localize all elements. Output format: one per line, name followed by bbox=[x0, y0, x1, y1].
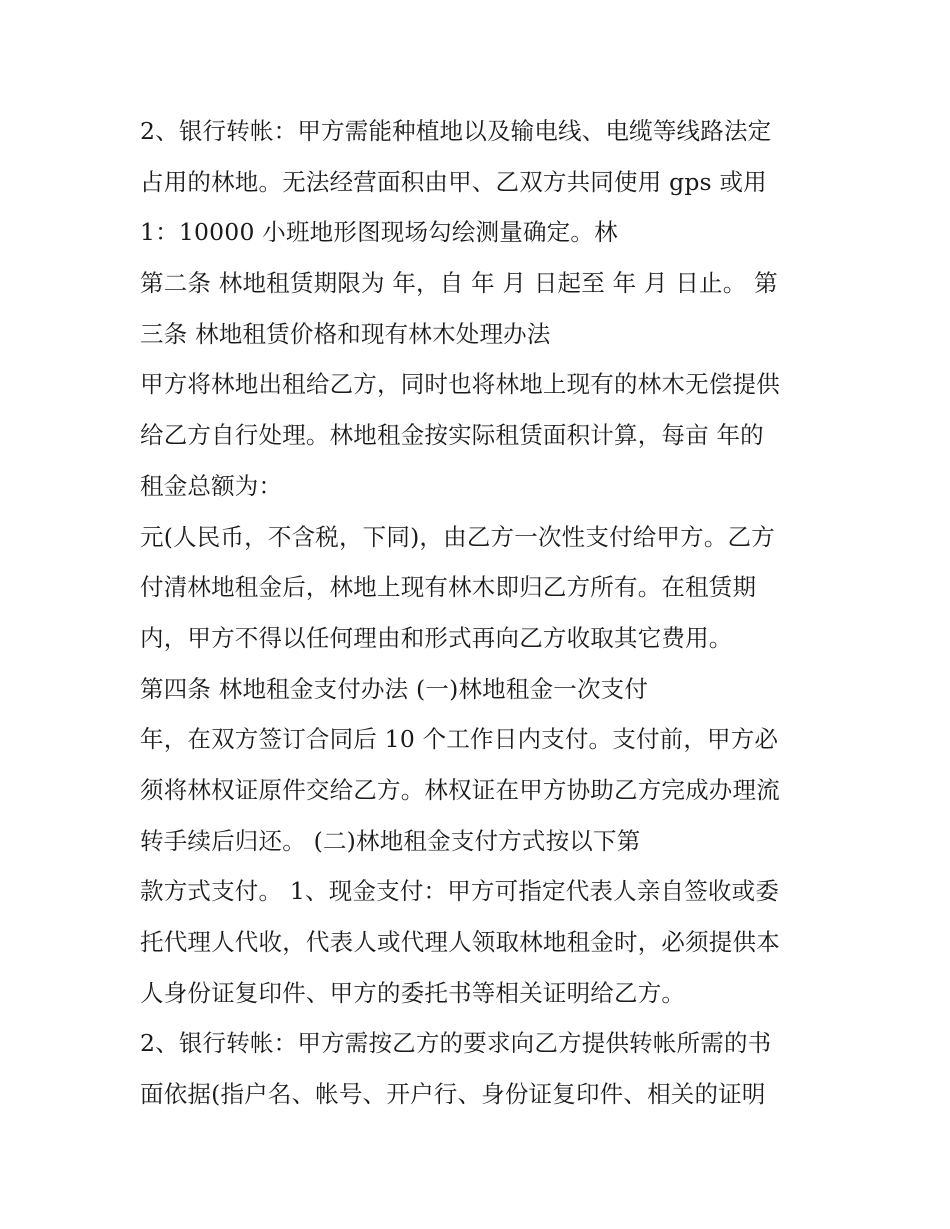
text-line: 给乙方自行处理。林地租金按实际租赁面积计算，每亩 年的 bbox=[140, 421, 764, 450]
text-line: 三条 林地租赁价格和现有林木处理办法 bbox=[140, 319, 551, 348]
text-line: 第四条 林地租金支付办法 (一)林地租金一次支付 bbox=[140, 674, 649, 703]
text-line: 1：10000 小班地形图现场勾绘测量确定。林 bbox=[140, 218, 618, 247]
text-line: 元(人民币，不含税，下同)，由乙方一次性支付给甲方。乙方 bbox=[140, 522, 775, 551]
text-line: 占用的林地。无法经营面积由甲、乙双方共同使用 gps 或用 bbox=[140, 167, 767, 196]
text-line: 面依据(指户名、帐号、开户行、身份证复印件、相关的证明 bbox=[140, 1080, 766, 1109]
text-line: 款方式支付。 1、现金支付：甲方可指定代表人亲自签收或委 bbox=[140, 877, 780, 906]
text-line: 转手续后归还。 (二)林地租金支付方式按以下第 bbox=[140, 826, 641, 855]
document-body bbox=[140, 106, 830, 1120]
text-line: 须将林权证原件交给乙方。林权证在甲方协助乙方完成办理流 bbox=[140, 775, 780, 804]
text-line: 内，甲方不得以任何理由和形式再向乙方收取其它费用。 bbox=[140, 623, 733, 652]
text-line: 2、银行转帐：甲方需能种植地以及输电线、电缆等线路法定 bbox=[140, 117, 772, 145]
text-line: 托代理人代收，代表人或代理人领取林地租金时，必须提供本 bbox=[140, 928, 780, 956]
text-line: 2、银行转帐：甲方需按乙方的要求向乙方提供转帐所需的书 bbox=[140, 1029, 772, 1058]
text-line: 甲方将林地出租给乙方，同时也将林地上现有的林木无偿提供 bbox=[140, 370, 780, 399]
text-line: 第二条 林地租赁期限为 年，自 年 月 日起至 年 月 日止。 第 bbox=[140, 269, 778, 298]
text-line: 租金总额为： bbox=[140, 471, 283, 500]
text-line: 年，在双方签订合同后 10 个工作日内支付。支付前，甲方必 bbox=[140, 725, 779, 754]
text-line: 人身份证复印件、甲方的委托书等相关证明给乙方。 bbox=[140, 978, 686, 1007]
text-line: 付清林地租金后，林地上现有林木即归乙方所有。在租赁期 bbox=[140, 573, 757, 602]
